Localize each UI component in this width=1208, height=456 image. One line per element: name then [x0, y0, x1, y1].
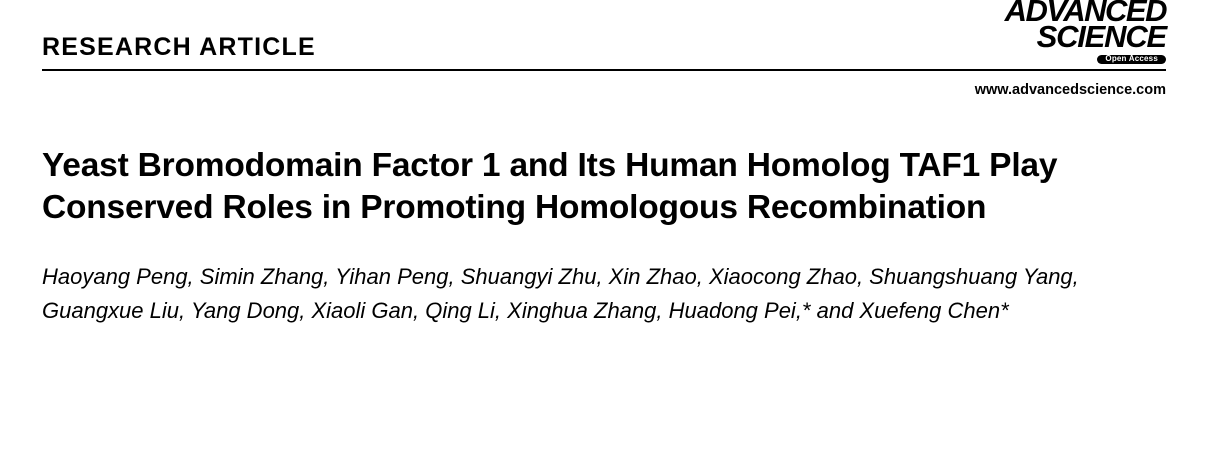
open-access-badge: Open Access [1097, 55, 1166, 64]
journal-logo [1005, 0, 1166, 66]
page-title: Yeast Bromodomain Factor 1 and Its Human Homolog TAF1 Play Conserved Roles in Promoting Homologous Recombination [42, 147, 1058, 226]
header-row [42, 0, 1166, 66]
journal-logo-science: SCIENCE [1036, 19, 1166, 55]
author-list: Haoyang Peng, Simin Zhang, Yihan Peng, Shuangyi Zhu, Xin Zhao, Xiaocong Zhao, Shuangshuang Yang, Guangxue Liu, Yang Dong, Xiaoli Gan, Qing Li, Xinghua Zhang, Huadong Pei,* and Xuefeng Chen* [42, 264, 1079, 323]
journal-logo-advanced: ADVANCED [1004, 0, 1166, 29]
journal-website-url[interactable]: www.advancedscience.com [974, 82, 1166, 98]
header-divider [42, 69, 1166, 71]
article-type-label: RESEARCH ARTICLE [42, 33, 316, 61]
